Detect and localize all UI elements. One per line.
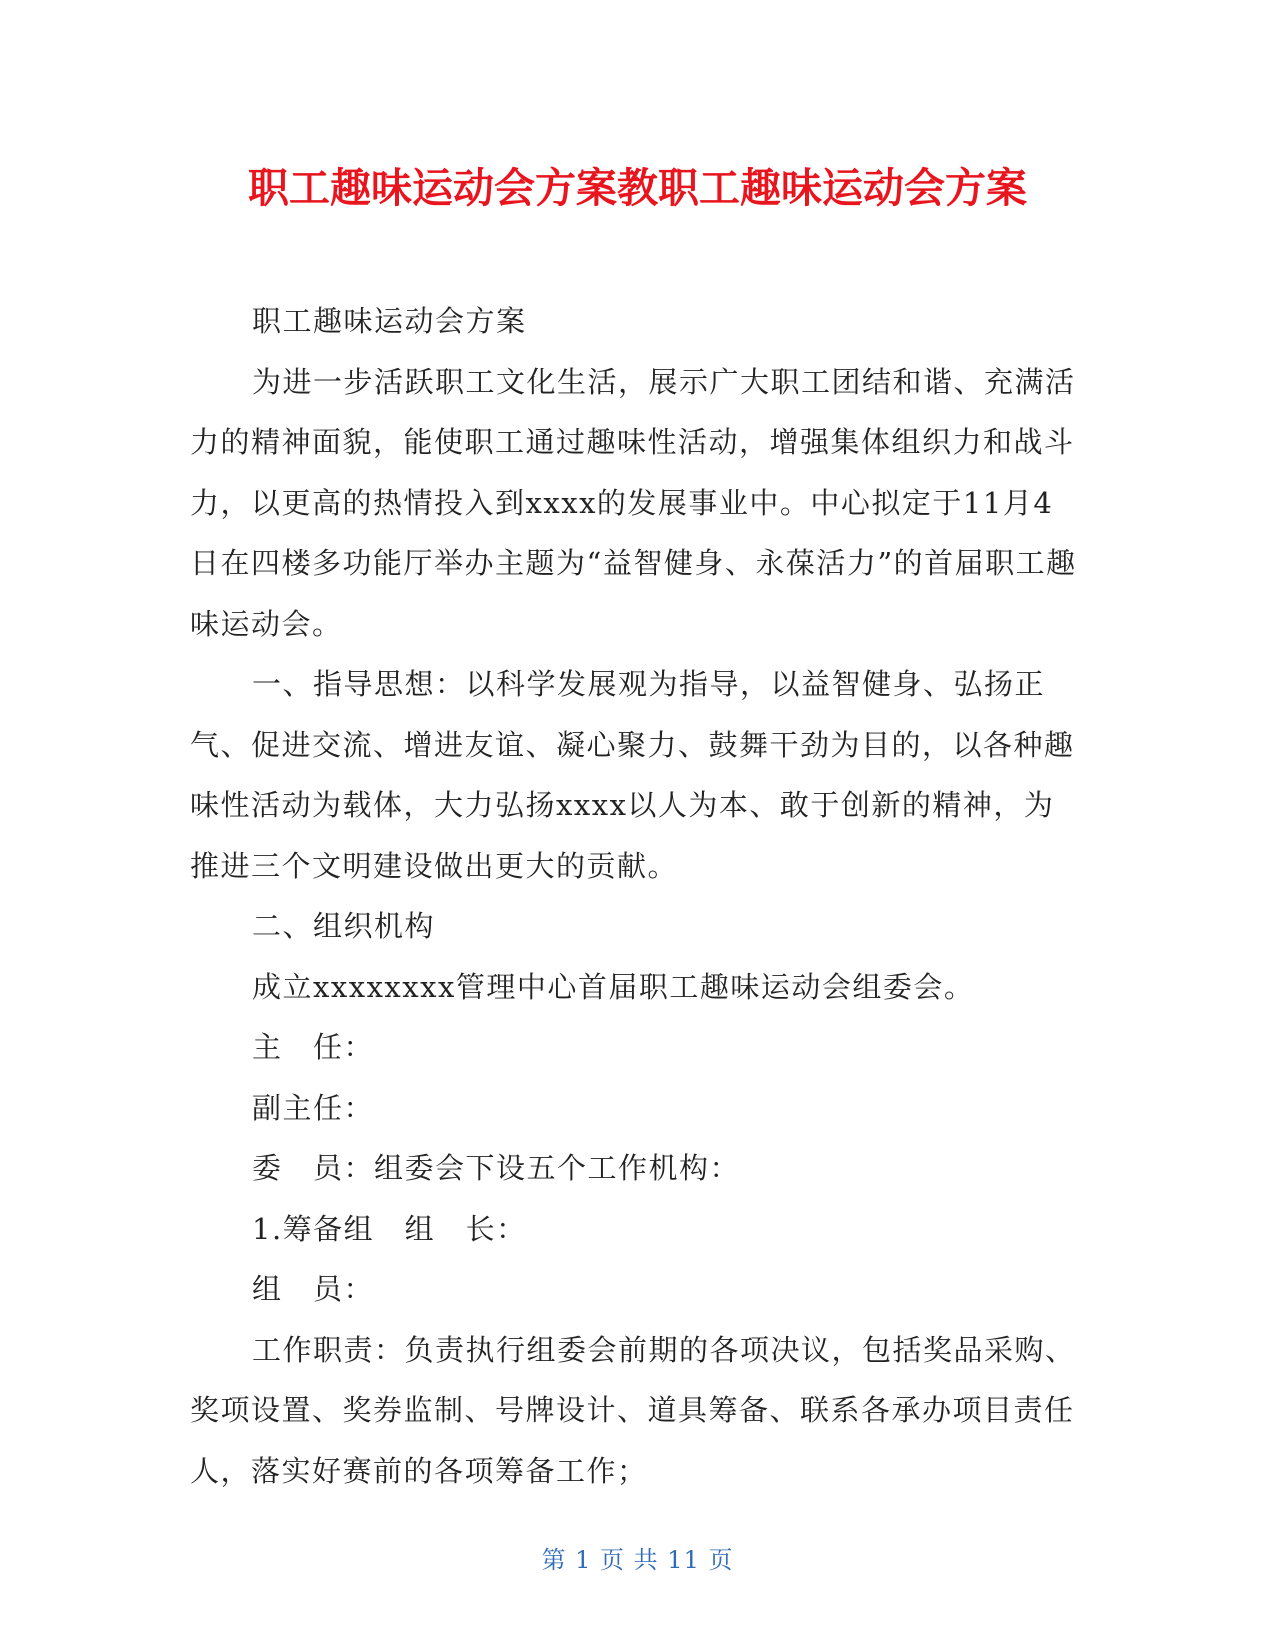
paragraph-organization-heading: 二、组织机构 (252, 909, 436, 943)
document-body (190, 291, 1078, 1501)
paragraph-guiding-ideology: 一、指导思想：以科学发展观为指导，以益智健身、弘扬正气、促进交流、增进友谊、凝心聚力、鼓舞干劲为目的，以各种趣味性活动为载体，大力弘扬xxxx以人为本、敢于创新的精神，为推进三个文明建设做出更大的贡献。 (190, 667, 1075, 883)
paragraph-preparation-group: 1.筹备组 组 长： (252, 1211, 527, 1246)
paragraph-members: 委 员：组委会下设五个工作机构： (252, 1151, 741, 1185)
paragraph-intro: 为进一步活跃职工文化生活，展示广大职工团结和谐、充满活力的精神面貌，能使职工通过趣味性活动，增强集体组织力和战斗力，以更高的热情投入到xxxx的发展事业中。中心拟定于11月4日在四楼多功能厅举办主题为“益智健身、永葆活力”的首届职工趣味运动会。 (190, 364, 1077, 641)
paragraph-director: 主 任： (252, 1030, 375, 1064)
paragraph-duties: 工作职责：负责执行组委会前期的各项决议，包括奖品采购、奖项设置、奖券监制、号牌设计、道具筹备、联系各承办项目责任人，落实好赛前的各项筹备工作； (190, 1332, 1076, 1488)
paragraph-committee: 成立xxxxxxxx管理中心首届职工趣味运动会组委会。 (252, 969, 975, 1004)
paragraph-group-members: 组 员： (252, 1272, 375, 1306)
paragraph-deputy-director: 副主任： (252, 1090, 375, 1125)
document-title: 职工趣味运动会方案教职工趣味运动会方案 (248, 164, 1027, 212)
page-number-footer: 第 1 页 共 11 页 (541, 1546, 734, 1574)
paragraph-heading: 职工趣味运动会方案 (252, 304, 527, 338)
